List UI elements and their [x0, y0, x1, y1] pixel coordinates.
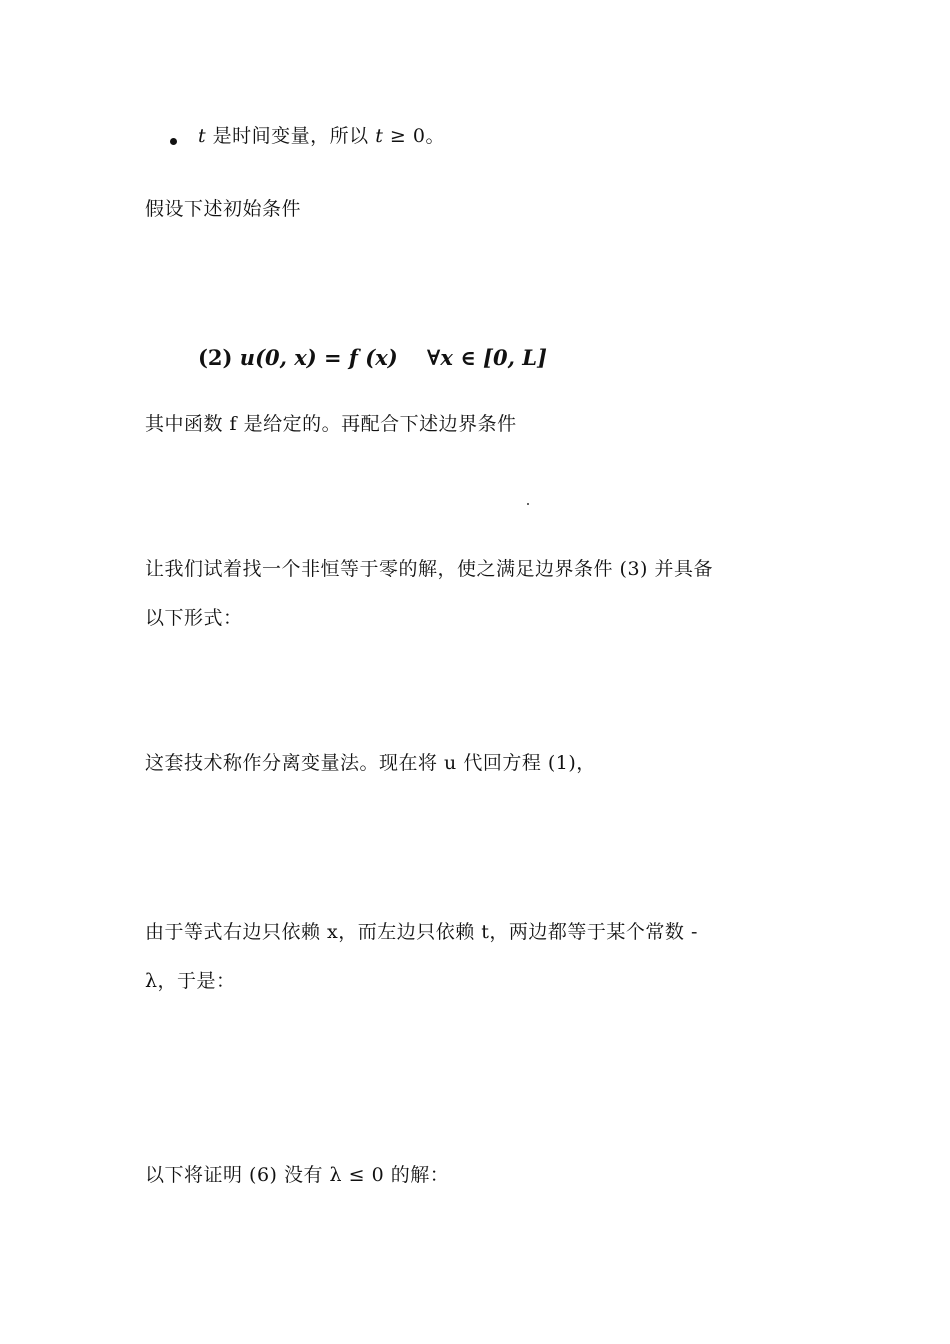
paragraph-prove-no-solution: 以下将证明 (6) 没有 λ ≤ 0 的解：	[145, 1164, 450, 1186]
paragraph-separation-of-variables: 这套技术称作分离变量法。现在将 u 代回方程 (1)，	[145, 752, 596, 774]
paragraph-constant-line1: 由于等式右边只依赖 x，而左边只依赖 t，两边都等于某个常数 -	[145, 921, 698, 943]
math-var-t: t	[375, 125, 384, 147]
bullet-icon	[170, 138, 177, 145]
paragraph-initial-condition: 假设下述初始条件	[145, 198, 302, 220]
equation-initial-condition	[198, 344, 547, 372]
paragraph-try-solution-line2: 以下形式：	[145, 607, 243, 629]
paragraph-try-solution-line1: 让我们试着找一个非恒等于零的解，使之满足边界条件 (3) 并具备	[145, 558, 713, 580]
paragraph-constant-line2: λ，于是：	[145, 970, 236, 992]
equation-lhs: u(0, x) = f (x)	[239, 345, 398, 370]
bullet-text-part2: ≥ 0。	[383, 125, 445, 147]
equation-rhs: ∀x ∈ [0, L]	[426, 345, 547, 370]
paragraph-function-given: 其中函数 f 是给定的。再配合下述边界条件	[145, 413, 517, 435]
equation-label: (2)	[198, 345, 233, 370]
bullet-time-variable	[198, 124, 445, 148]
stray-dot	[527, 503, 529, 505]
bullet-text-part1: 是时间变量，所以	[206, 125, 376, 147]
math-var-t: t	[198, 125, 207, 147]
